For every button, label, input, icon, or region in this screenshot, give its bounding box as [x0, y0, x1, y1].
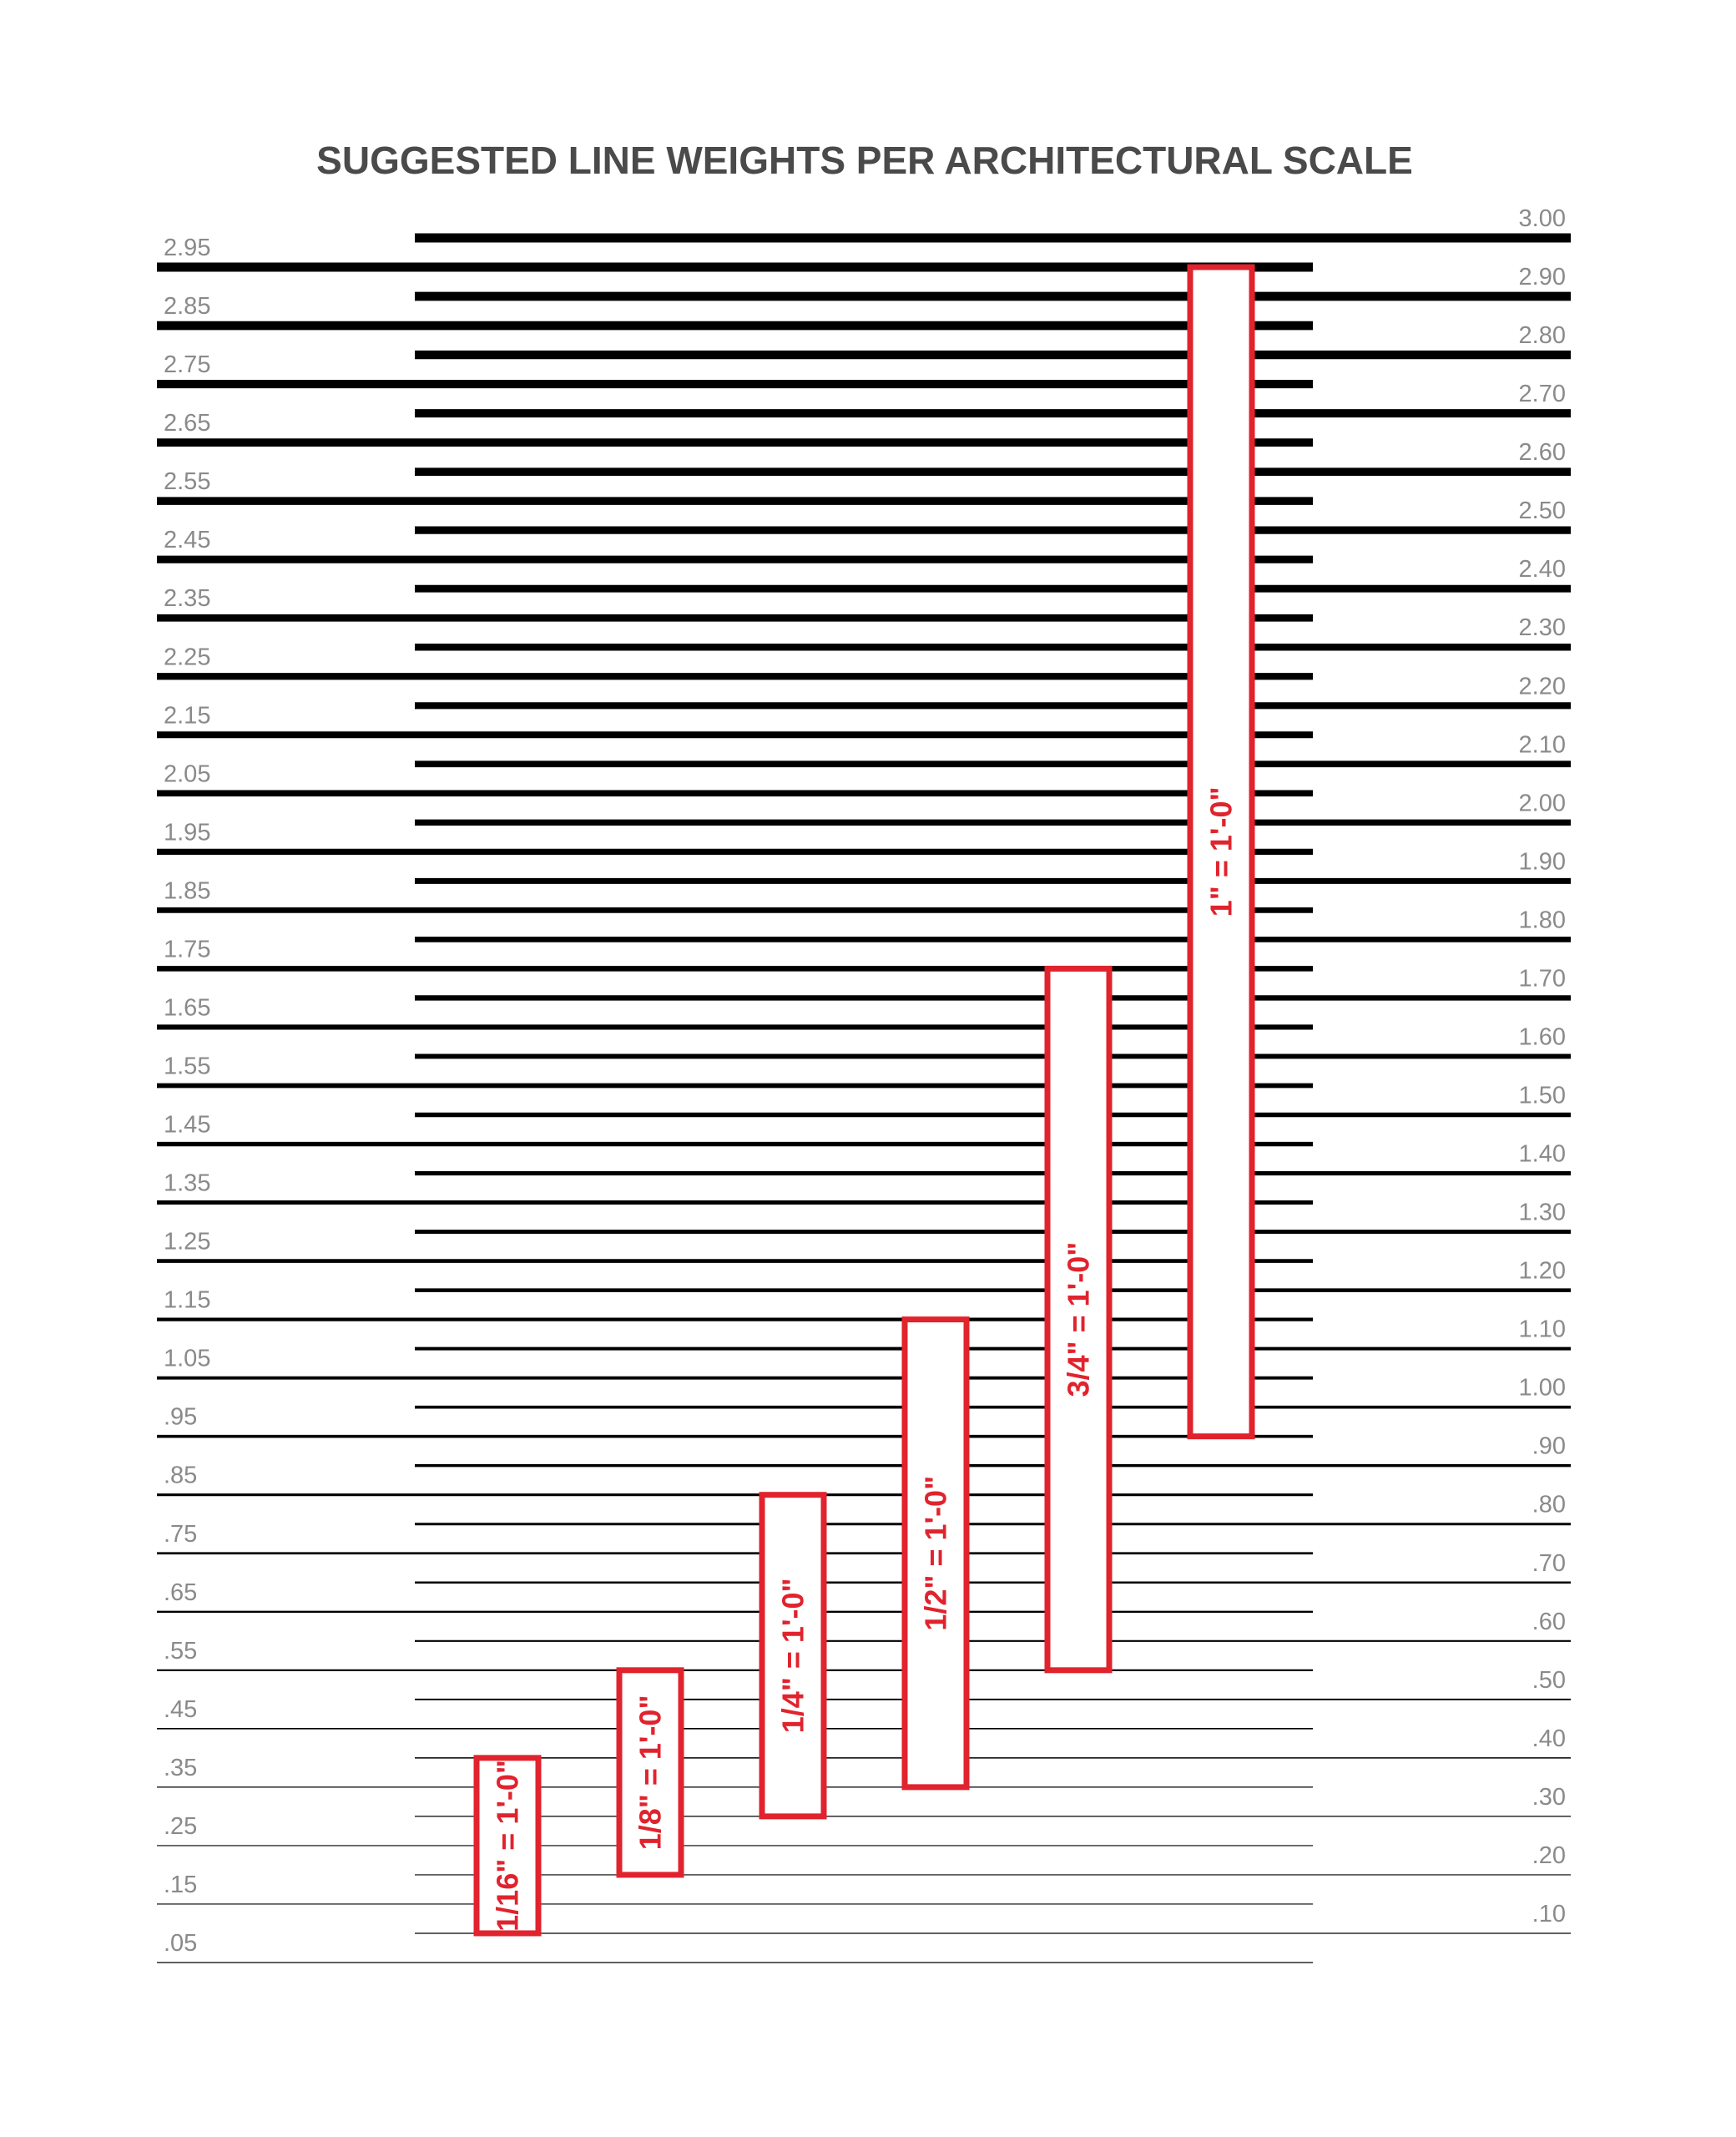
chart-title: SUGGESTED LINE WEIGHTS PER ARCHITECTURAL SCALE: [316, 139, 1413, 182]
left-weight-label: .35: [164, 1754, 198, 1781]
left-weight-label: .95: [164, 1403, 198, 1431]
left-weight-label: .55: [164, 1637, 198, 1665]
left-weight-label: 2.85: [164, 293, 211, 321]
scale-bar-label: 1/4" = 1'-0": [775, 1578, 810, 1734]
scale-bars: [477, 267, 1252, 1933]
left-weight-label: 2.55: [164, 468, 211, 496]
left-weight-label: 2.45: [164, 527, 211, 554]
left-weight-label: .15: [164, 1871, 198, 1898]
right-weight-label: 2.90: [1518, 264, 1566, 291]
right-weight-label: 2.00: [1518, 790, 1566, 817]
right-weight-label: .50: [1532, 1666, 1566, 1694]
left-weight-label: 1.45: [164, 1111, 211, 1139]
left-weight-label: 1.65: [164, 994, 211, 1022]
line-weight-lines: [157, 238, 1571, 1963]
right-weight-label: 1.80: [1518, 907, 1566, 934]
left-weight-label: .85: [164, 1462, 198, 1489]
left-weight-label: 2.95: [164, 235, 211, 262]
left-weight-label: 1.75: [164, 936, 211, 963]
right-weight-label: .90: [1532, 1432, 1566, 1460]
left-weight-label: 1.55: [164, 1053, 211, 1080]
right-weight-label: .40: [1532, 1725, 1566, 1752]
left-weight-label: 1.85: [164, 877, 211, 905]
left-weight-label: .05: [164, 1929, 198, 1957]
scale-bar-label: 1" = 1'-0": [1204, 786, 1239, 917]
right-weight-label: 3.00: [1518, 205, 1566, 232]
left-weight-label: 2.35: [164, 585, 211, 613]
left-weight-label: 1.95: [164, 819, 211, 846]
right-weight-label: .80: [1532, 1491, 1566, 1518]
right-weight-label: 2.80: [1518, 322, 1566, 350]
left-weight-label: 1.25: [164, 1228, 211, 1255]
right-weight-label: 2.50: [1518, 498, 1566, 525]
right-weight-label: 2.20: [1518, 673, 1566, 700]
right-weight-label: .20: [1532, 1841, 1566, 1869]
left-weight-label: .75: [164, 1520, 198, 1548]
right-weight-label: 2.30: [1518, 614, 1566, 642]
right-weight-label: 2.70: [1518, 381, 1566, 408]
left-weight-label: 1.15: [164, 1286, 211, 1314]
left-weight-label: 2.05: [164, 760, 211, 788]
left-weight-label: 2.15: [164, 702, 211, 730]
right-weight-label: .30: [1532, 1783, 1566, 1811]
right-weight-label: 1.70: [1518, 965, 1566, 993]
right-weight-label: .10: [1532, 1900, 1566, 1927]
right-weight-label: 1.20: [1518, 1257, 1566, 1285]
right-weight-label: 1.90: [1518, 848, 1566, 876]
right-weight-label: 1.10: [1518, 1316, 1566, 1343]
right-weight-label: 1.30: [1518, 1199, 1566, 1226]
left-weight-label: 2.75: [164, 351, 211, 379]
left-weight-label: 2.65: [164, 410, 211, 437]
scale-bar-label: 3/4" = 1'-0": [1061, 1241, 1096, 1397]
scale-bar-label: 1/2" = 1'-0": [918, 1475, 953, 1631]
right-weight-label: 2.40: [1518, 556, 1566, 584]
right-weight-label: 2.10: [1518, 731, 1566, 759]
right-weight-label: 1.50: [1518, 1082, 1566, 1109]
scale-bar-label: 1/8" = 1'-0": [633, 1695, 668, 1851]
left-weight-label: 1.35: [164, 1170, 211, 1197]
right-weight-label: 1.60: [1518, 1023, 1566, 1051]
left-weight-label: 2.25: [164, 644, 211, 671]
left-weight-label: .45: [164, 1695, 198, 1723]
right-weight-label: .60: [1532, 1608, 1566, 1635]
right-weight-label: 2.60: [1518, 439, 1566, 467]
scale-bar-label: 1/16" = 1'-0": [490, 1760, 525, 1932]
left-weight-label: .65: [164, 1579, 198, 1606]
left-weight-label: 1.05: [164, 1345, 211, 1372]
right-weight-label: 1.00: [1518, 1374, 1566, 1402]
left-weight-label: .25: [164, 1812, 198, 1840]
right-weight-label: .70: [1532, 1549, 1566, 1577]
right-weight-label: 1.40: [1518, 1140, 1566, 1168]
